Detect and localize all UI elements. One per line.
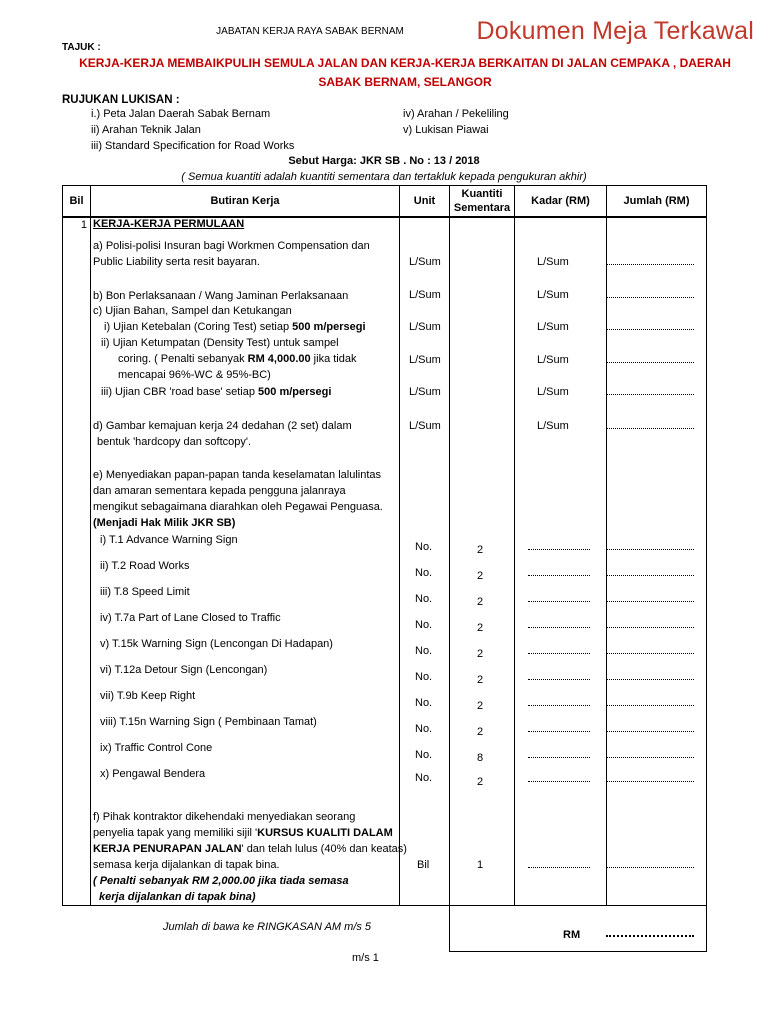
item-b: b) Bon Perlaksanaan / Wang Jaminan Perlaksanaan [93, 290, 349, 302]
amount-b [606, 287, 694, 303]
sign-8-qty: 2 [477, 726, 484, 738]
item-c: c) Ujian Bahan, Sampel dan Ketukangan [93, 305, 292, 317]
sign-6-rate [528, 669, 590, 685]
sign-3-label: iii) T.8 Speed Limit [100, 586, 190, 598]
sign-1-unit: No. [415, 541, 433, 553]
sign-9-amount [606, 747, 694, 763]
header-unit: Unit [400, 186, 450, 218]
unit-f: Bil [417, 859, 430, 871]
rate-c-iii: L/Sum [537, 386, 569, 398]
sign-5-label: v) T.15k Warning Sign (Lencongan Di Hadapan) [100, 638, 333, 650]
sign-9-rate [528, 747, 590, 763]
item-e-line-1: e) Menyediakan papan-papan tanda keselamatan lalulintas [93, 469, 382, 481]
unit-c-ii: L/Sum [409, 354, 441, 366]
sign-1-label: i) T.1 Advance Warning Sign [100, 534, 238, 546]
sign-2-amount [606, 565, 694, 581]
item-f-line-1: f) Pihak kontraktor dikehendaki menyediakan seorang [93, 811, 356, 823]
amount-c-iii [606, 384, 694, 400]
header-jumlah: Jumlah (RM) [607, 186, 707, 218]
rujukan-label: RUJUKAN LUKISAN : [62, 94, 180, 106]
reference-5: v) Lukisan Piawai [403, 124, 489, 136]
sign-4-rate [528, 617, 590, 633]
sign-2-unit: No. [415, 567, 433, 579]
sign-8-label: viii) T.15n Warning Sign ( Pembinaan Tamat) [100, 716, 317, 728]
header-butiran: Butiran Kerja [91, 186, 400, 218]
item-number: 1 [63, 217, 91, 905]
amount-f [606, 857, 694, 873]
sign-5-amount [606, 643, 694, 659]
quotation-number: Sebut Harga: JKR SB . No : 13 / 2018 [288, 155, 480, 167]
amount-c-ii [606, 352, 694, 368]
header-bil: Bil [63, 186, 91, 218]
item-f-penalty-line-2: kerja dijalankan di tapak bina) [99, 891, 256, 903]
quantity-column [450, 217, 515, 905]
rate-f [528, 857, 590, 873]
item-d-line-1: d) Gambar kemajuan kerja 24 dedahan (2 set) dalam [93, 420, 352, 432]
sign-1-rate [528, 539, 590, 555]
unit-d: L/Sum [409, 420, 441, 432]
section-title: KERJA-KERJA PERMULAAN [93, 218, 245, 230]
sign-9-unit: No. [415, 749, 433, 761]
sign-1-amount [606, 539, 694, 555]
sign-3-unit: No. [415, 593, 433, 605]
item-e-line-3: mengikut sebagaimana diarahkan oleh Pegawai Penguasa. [93, 501, 383, 513]
rate-a: L/Sum [537, 256, 569, 268]
department-name: JABATAN KERJA RAYA SABAK BERNAM [216, 26, 404, 37]
header-kuantiti-line-2: Sementara [453, 202, 511, 214]
reference-2: ii) Arahan Teknik Jalan [91, 124, 201, 136]
sign-4-label: iv) T.7a Part of Lane Closed to Traffic [100, 612, 281, 624]
qty-f: 1 [477, 859, 484, 871]
sign-6-amount [606, 669, 694, 685]
item-e-line-4: (Menjadi Hak Milik JKR SB) [93, 517, 236, 529]
sign-8-rate [528, 721, 590, 737]
item-c-ii-line-3: mencapai 96%-WC & 95%-BC) [118, 369, 271, 381]
item-f-line-4: semasa kerja dijalankan di tapak bina. [93, 859, 280, 871]
header-kuantiti [450, 186, 515, 218]
sign-6-label: vi) T.12a Detour Sign (Lencongan) [100, 664, 268, 676]
amount-c-i [606, 319, 694, 335]
sign-3-amount [606, 591, 694, 607]
sign-10-amount [606, 771, 694, 787]
sign-10-label: x) Pengawal Bendera [100, 768, 206, 780]
header-kuantiti-line-1: Kuantiti [461, 188, 503, 200]
page-number: m/s 1 [352, 952, 379, 964]
reference-1: i.) Peta Jalan Daerah Sabak Bernam [91, 108, 271, 120]
sign-4-unit: No. [415, 619, 433, 631]
item-f-line-2: penyelia tapak yang memiliki sijil 'KURSUS KUALITI DALAM [93, 827, 393, 839]
sign-7-qty: 2 [477, 700, 484, 712]
quantity-note: ( Semua kuantiti adalah kuantiti sementara dan tertakluk kepada pengukuran akhir) [181, 171, 587, 183]
item-c-ii-line-2: coring. ( Penalti sebanyak RM 4,000.00 jika tidak [118, 353, 357, 365]
item-a-line-2: Public Liability serta resit bayaran. [93, 256, 260, 268]
sign-10-qty: 2 [477, 776, 484, 788]
sign-5-unit: No. [415, 645, 433, 657]
sign-3-rate [528, 591, 590, 607]
unit-c-iii: L/Sum [409, 386, 441, 398]
controlled-document-watermark: Dokumen Meja Terkawal [476, 17, 754, 45]
amount-d [606, 418, 694, 434]
sign-6-unit: No. [415, 671, 433, 683]
reference-3: iii) Standard Specification for Road Works [91, 140, 295, 152]
sign-4-qty: 2 [477, 622, 484, 634]
sign-7-rate [528, 695, 590, 711]
sign-4-amount [606, 617, 694, 633]
sign-8-amount [606, 721, 694, 737]
rate-d: L/Sum [537, 420, 569, 432]
rate-c-ii: L/Sum [537, 354, 569, 366]
rate-c-i: L/Sum [537, 321, 569, 333]
sign-5-rate [528, 643, 590, 659]
sign-6-qty: 2 [477, 674, 484, 686]
reference-4: iv) Arahan / Pekeliling [403, 108, 509, 120]
item-f-line-3: KERJA PENURAPAN JALAN' dan telah lulus (40% dan keatas) [93, 843, 407, 855]
sign-10-unit: No. [415, 772, 433, 784]
sign-7-unit: No. [415, 697, 433, 709]
carry-forward-text: Jumlah di bawa ke RINGKASAN AM m/s 5 [163, 921, 372, 933]
title-line-2: SABAK BERNAM, SELANGOR [318, 75, 492, 89]
sign-10-rate [528, 771, 590, 787]
sign-2-qty: 2 [477, 570, 484, 582]
tajuk-label: TAJUK : [62, 42, 101, 53]
unit-b: L/Sum [409, 289, 441, 301]
item-c-iii: iii) Ujian CBR 'road base' setiap 500 m/persegi [101, 386, 332, 398]
sign-7-label: vii) T.9b Keep Right [100, 690, 196, 702]
sign-9-qty: 8 [477, 752, 484, 764]
title-line-1: KERJA-KERJA MEMBAIKPULIH SEMULA JALAN DAN KERJA-KERJA BERKAITAN DI JALAN CEMPAKA , DAERAH [79, 56, 731, 70]
sign-7-amount [606, 695, 694, 711]
item-a-line-1: a) Polisi-polisi Insuran bagi Workmen Compensation dan [93, 240, 370, 252]
sign-9-label: ix) Traffic Control Cone [100, 742, 213, 754]
item-e-line-2: dan amaran sementara kepada pengguna jalanraya [93, 485, 346, 497]
header-kadar: Kadar (RM) [515, 186, 607, 218]
sign-3-qty: 2 [477, 596, 484, 608]
unit-c-i: L/Sum [409, 321, 441, 333]
total-rm-label: RM [563, 929, 581, 941]
unit-a: L/Sum [409, 256, 441, 268]
rate-b: L/Sum [537, 289, 569, 301]
sign-2-rate [528, 565, 590, 581]
item-f-penalty-line-1: ( Penalti sebanyak RM 2,000.00 jika tiada semasa [93, 875, 349, 887]
sign-5-qty: 2 [477, 648, 484, 660]
document-title [60, 54, 750, 92]
sign-2-label: ii) T.2 Road Works [100, 560, 190, 572]
sign-8-unit: No. [415, 723, 433, 735]
table-header-row [63, 186, 707, 218]
item-d-line-2: bentuk 'hardcopy dan softcopy'. [97, 436, 252, 448]
item-c-ii-line-1: ii) Ujian Ketumpatan (Density Test) untuk sampel [101, 337, 339, 349]
amount-a [606, 254, 694, 270]
total-amount [606, 926, 694, 942]
item-c-i: i) Ujian Ketebalan (Coring Test) setiap 500 m/persegi [104, 321, 366, 333]
sign-1-qty: 2 [477, 544, 484, 556]
